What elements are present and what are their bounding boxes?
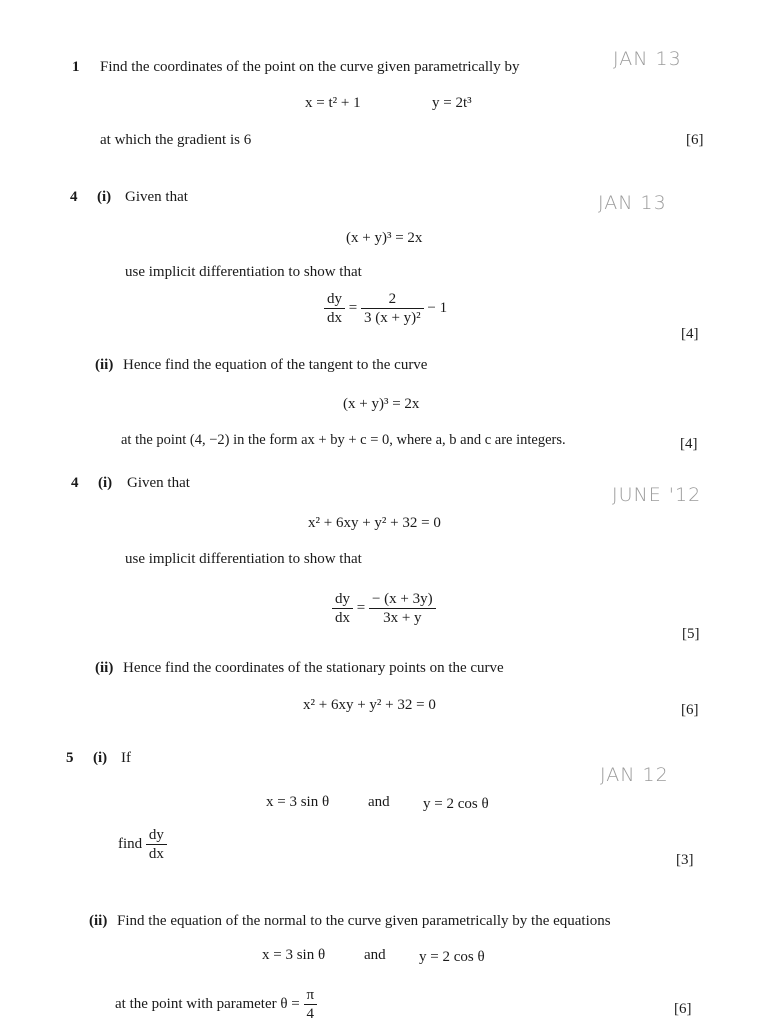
marks-label: [6] <box>686 132 704 148</box>
question-prompt: Find the coordinates of the point on the curve given parametrically by <box>100 59 520 75</box>
equation: x² + 6xy + y² + 32 = 0 <box>308 515 441 531</box>
question-number: 4 <box>71 475 79 491</box>
fraction-numerator: dy <box>332 590 353 609</box>
marks-label: [4] <box>681 326 699 342</box>
hence-text: Hence find the equation of the tangent to the curve <box>123 357 428 373</box>
equation: x² + 6xy + y² + 32 = 0 <box>303 697 436 713</box>
part-label: (ii) <box>95 357 114 373</box>
equation-y: y = 2 cos θ <box>419 949 485 965</box>
fraction-numerator: dy <box>324 290 345 309</box>
given-text: Given that <box>125 189 188 205</box>
marks-label: [6] <box>681 702 699 718</box>
equation-x: x = 3 sin θ <box>262 947 326 963</box>
fraction-numerator: 2 <box>361 290 424 309</box>
equation-y: y = 2 cos θ <box>423 796 489 812</box>
and-text: and <box>364 947 386 963</box>
handwritten-date: JAN 12 <box>600 764 669 786</box>
fraction-denominator: dx <box>335 610 350 626</box>
equation: (x + y)³ = 2x <box>346 230 423 246</box>
parameter-text: at the point with parameter θ = <box>115 995 300 1012</box>
normal-text: Find the equation of the normal to the curve given parametrically by the equations <box>117 913 611 929</box>
question-number: 5 <box>66 750 74 766</box>
fraction-denominator: 4 <box>306 1006 315 1022</box>
point-text: at the point (4, −2) in the form ax + by + c = 0, where a, b and c are integers. <box>121 432 566 448</box>
rhs-fraction <box>361 290 424 327</box>
rhs-tail: − 1 <box>427 299 448 316</box>
marks-label: [5] <box>682 626 700 642</box>
fraction-denominator: 3 (x + y)² <box>363 310 421 326</box>
hence-text: Hence find the coordinates of the stationary points on the curve <box>123 660 504 676</box>
handwritten-date: JAN 13 <box>613 48 682 70</box>
equation-x: x = 3 sin θ <box>266 794 330 810</box>
question-number: 4 <box>70 189 78 205</box>
question-number: 1 <box>72 59 80 75</box>
equation-x: x = t² + 1 <box>305 95 361 111</box>
derivative-equation: $\frac{dy}{dx}$ = $\frac{- (x + 3y)}{3x + y}$ <box>332 590 436 627</box>
instruction-text: use implicit differentiation to show that <box>125 551 362 567</box>
parameter-expression <box>115 986 317 1023</box>
instruction-text: use implicit differentiation to show that <box>125 264 362 280</box>
part-label: (i) <box>97 189 112 205</box>
theta-fraction <box>304 986 318 1023</box>
part-label: (i) <box>98 475 113 491</box>
fraction-numerator: dy <box>146 826 167 845</box>
handwritten-date: JAN 13 <box>598 192 667 214</box>
find-text: find <box>118 835 143 852</box>
equation-y: y = 2t³ <box>432 95 472 111</box>
equation: (x + y)³ = 2x <box>343 396 420 412</box>
fraction-denominator: dx <box>148 846 164 862</box>
derivative-fraction <box>146 826 167 863</box>
part-label: (ii) <box>95 660 114 676</box>
marks-label: [6] <box>674 1001 692 1017</box>
handwritten-date: JUNE '12 <box>612 484 702 506</box>
fraction-denominator: 3x + y <box>383 610 422 626</box>
question-followup: at which the gradient is 6 <box>100 132 252 148</box>
derivative-fraction <box>324 290 345 327</box>
marks-label: [3] <box>676 852 694 868</box>
fraction-numerator: − (x + 3y) <box>369 590 436 609</box>
derivative-equation: $\frac{dy}{dx}$ = $\frac{2}{\text{3 (x + y)²}}$ − 1 <box>324 290 447 327</box>
derivative-fraction <box>332 590 353 627</box>
fraction-denominator: dx <box>327 310 342 326</box>
find-expression <box>118 826 167 863</box>
fraction-numerator: π <box>304 986 318 1005</box>
marks-label: [4] <box>680 436 698 452</box>
rhs-fraction <box>369 590 436 627</box>
given-text: Given that <box>127 475 190 491</box>
part-label: (ii) <box>89 913 108 929</box>
and-text: and <box>368 794 390 810</box>
if-text: If <box>121 750 131 766</box>
part-label: (i) <box>93 750 108 766</box>
